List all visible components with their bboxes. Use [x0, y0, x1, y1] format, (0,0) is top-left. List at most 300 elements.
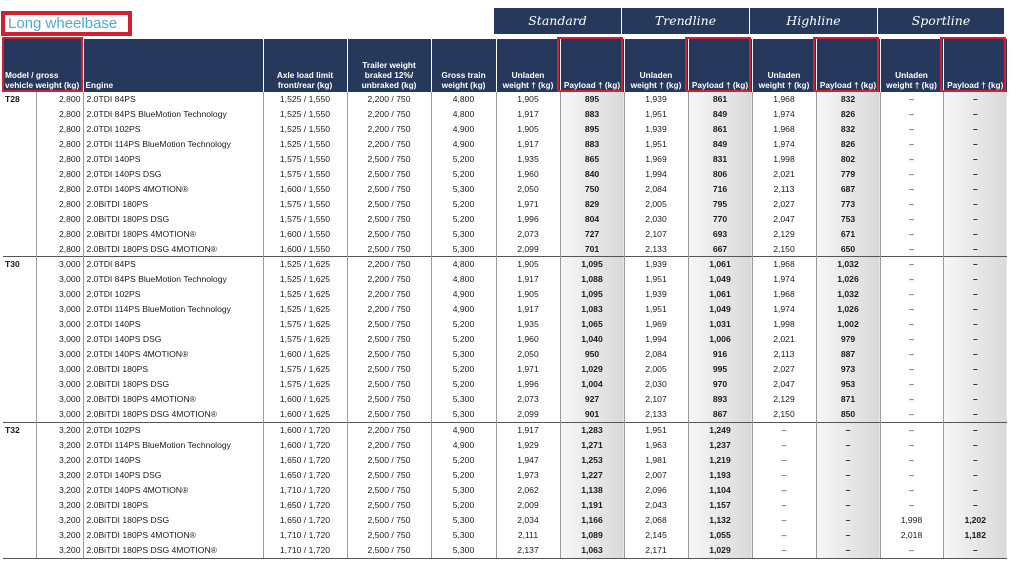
cell-axle-load: 1,525 / 1,550	[263, 107, 347, 122]
cell-trendline-payload: 1,049	[688, 302, 752, 317]
cell-engine: 2.0TDI 114PS BlueMotion Technology	[83, 137, 263, 152]
cell-gross-train-weight: 5,300	[431, 543, 496, 558]
cell-gross-vehicle-weight: 3,200	[36, 543, 83, 558]
table-row	[3, 453, 1007, 468]
cell-engine: 2.0TDI 140PS 4MOTION®	[83, 347, 263, 362]
cell-highline-payload: –	[816, 528, 880, 543]
cell-highline-payload: 773	[816, 197, 880, 212]
cell-highline-payload: 973	[816, 362, 880, 377]
cell-gross-train-weight: 5,200	[431, 212, 496, 227]
cell-sportline-unladen: –	[880, 317, 943, 332]
table-row	[3, 332, 1007, 347]
cell-gross-vehicle-weight: 3,000	[36, 257, 83, 272]
header-trailer-weight: Trailer weight braked 12%/ unbraked (kg)	[347, 39, 431, 92]
cell-highline-payload: 979	[816, 332, 880, 347]
table-row	[3, 438, 1007, 453]
cell-sportline-unladen: –	[880, 167, 943, 182]
spec-table	[3, 92, 1007, 559]
cell-gross-vehicle-weight: 2,800	[36, 137, 83, 152]
cell-engine: 2.0TDI 84PS	[83, 257, 263, 272]
table-row	[3, 197, 1007, 212]
cell-highline-payload: 826	[816, 137, 880, 152]
table-row	[3, 272, 1007, 287]
cell-highline-unladen: 1,998	[752, 317, 816, 332]
cell-model-code	[3, 317, 36, 332]
table-row	[3, 377, 1007, 392]
cell-trailer-weight: 2,200 / 750	[347, 122, 431, 137]
cell-sportline-unladen: –	[880, 468, 943, 483]
cell-model-code: T28	[3, 92, 36, 107]
cell-standard-payload: 750	[560, 182, 624, 197]
table-row	[3, 107, 1007, 122]
cell-model-code	[3, 468, 36, 483]
table-row	[3, 543, 1007, 558]
cell-sportline-payload: –	[943, 197, 1007, 212]
cell-axle-load: 1,525 / 1,625	[263, 302, 347, 317]
cell-engine: 2.0TDI 140PS DSG	[83, 167, 263, 182]
cell-standard-payload: 1,138	[560, 483, 624, 498]
cell-model-code	[3, 407, 36, 422]
table-row	[3, 513, 1007, 528]
cell-trendline-payload: 849	[688, 107, 752, 122]
cell-standard-unladen: 1,917	[496, 107, 560, 122]
cell-axle-load: 1,525 / 1,625	[263, 272, 347, 287]
cell-gross-vehicle-weight: 2,800	[36, 122, 83, 137]
cell-standard-payload: 950	[560, 347, 624, 362]
cell-standard-unladen: 2,137	[496, 543, 560, 558]
cell-sportline-unladen: –	[880, 392, 943, 407]
cell-sportline-payload: –	[943, 122, 1007, 137]
cell-engine: 2.0TDI 102PS	[83, 287, 263, 302]
cell-gross-train-weight: 5,200	[431, 468, 496, 483]
cell-gross-vehicle-weight: 3,200	[36, 483, 83, 498]
cell-trendline-payload: 1,055	[688, 528, 752, 543]
cell-sportline-unladen: –	[880, 543, 943, 558]
cell-highline-unladen: 2,129	[752, 227, 816, 242]
cell-standard-payload: 1,227	[560, 468, 624, 483]
cell-engine: 2.0TDI 102PS	[83, 122, 263, 137]
cell-trailer-weight: 2,200 / 750	[347, 257, 431, 272]
cell-trendline-payload: 1,061	[688, 257, 752, 272]
cell-engine: 2.0BiTDI 180PS	[83, 362, 263, 377]
cell-trailer-weight: 2,500 / 750	[347, 227, 431, 242]
cell-trendline-payload: 893	[688, 392, 752, 407]
cell-highline-unladen: 2,150	[752, 407, 816, 422]
trim-header-highline: Highline	[750, 8, 877, 34]
cell-engine: 2.0BiTDI 180PS 4MOTION®	[83, 528, 263, 543]
cell-trendline-unladen: 1,939	[624, 257, 688, 272]
cell-axle-load: 1,575 / 1,550	[263, 212, 347, 227]
cell-highline-unladen: 1,968	[752, 122, 816, 137]
cell-trendline-unladen: 2,133	[624, 407, 688, 422]
cell-gross-train-weight: 5,300	[431, 392, 496, 407]
cell-engine: 2.0TDI 140PS 4MOTION®	[83, 182, 263, 197]
cell-highline-payload: 850	[816, 407, 880, 422]
cell-trendline-unladen: 1,951	[624, 272, 688, 287]
cell-gross-train-weight: 4,900	[431, 422, 496, 437]
cell-gross-train-weight: 4,900	[431, 302, 496, 317]
cell-trendline-unladen: 2,068	[624, 513, 688, 528]
cell-model-code	[3, 392, 36, 407]
cell-highline-payload: 832	[816, 92, 880, 107]
cell-standard-payload: 1,063	[560, 543, 624, 558]
cell-model-code	[3, 272, 36, 287]
cell-standard-payload: 1,040	[560, 332, 624, 347]
header-trendline-payload: Payload † (kg)	[688, 39, 752, 92]
cell-standard-payload: 901	[560, 407, 624, 422]
trim-header-trendline: Trendline	[622, 8, 749, 34]
cell-trailer-weight: 2,200 / 750	[347, 137, 431, 152]
cell-gross-train-weight: 4,800	[431, 257, 496, 272]
cell-highline-unladen: 2,021	[752, 167, 816, 182]
cell-trailer-weight: 2,200 / 750	[347, 287, 431, 302]
cell-sportline-unladen: –	[880, 242, 943, 257]
cell-trendline-payload: 1,249	[688, 422, 752, 437]
cell-highline-unladen: 1,974	[752, 272, 816, 287]
cell-highline-payload: 832	[816, 122, 880, 137]
cell-gross-vehicle-weight: 3,200	[36, 468, 83, 483]
cell-standard-unladen: 1,960	[496, 167, 560, 182]
cell-engine: 2.0TDI 140PS DSG	[83, 468, 263, 483]
cell-highline-payload: 953	[816, 377, 880, 392]
cell-trendline-unladen: 2,145	[624, 528, 688, 543]
cell-standard-payload: 1,089	[560, 528, 624, 543]
cell-sportline-payload: –	[943, 332, 1007, 347]
cell-gross-train-weight: 4,900	[431, 438, 496, 453]
cell-trendline-payload: 861	[688, 92, 752, 107]
cell-highline-unladen: –	[752, 498, 816, 513]
cell-standard-payload: 1,088	[560, 272, 624, 287]
cell-standard-unladen: 1,929	[496, 438, 560, 453]
cell-sportline-payload: –	[943, 377, 1007, 392]
cell-gross-train-weight: 5,200	[431, 332, 496, 347]
cell-standard-payload: 1,253	[560, 453, 624, 468]
cell-highline-unladen: 1,968	[752, 257, 816, 272]
cell-trendline-payload: 1,219	[688, 453, 752, 468]
cell-gross-vehicle-weight: 2,800	[36, 152, 83, 167]
cell-trendline-unladen: 1,994	[624, 167, 688, 182]
cell-trailer-weight: 2,500 / 750	[347, 468, 431, 483]
cell-highline-payload: –	[816, 468, 880, 483]
cell-engine: 2.0BiTDI 180PS	[83, 498, 263, 513]
cell-sportline-payload: –	[943, 317, 1007, 332]
cell-trendline-payload: 667	[688, 242, 752, 257]
cell-highline-payload: –	[816, 543, 880, 558]
cell-sportline-unladen: –	[880, 453, 943, 468]
cell-trailer-weight: 2,500 / 750	[347, 242, 431, 257]
cell-sportline-unladen: –	[880, 122, 943, 137]
cell-trendline-payload: 1,193	[688, 468, 752, 483]
cell-trailer-weight: 2,200 / 750	[347, 107, 431, 122]
cell-engine: 2.0BiTDI 180PS	[83, 197, 263, 212]
cell-model-code	[3, 137, 36, 152]
cell-sportline-payload: –	[943, 287, 1007, 302]
cell-standard-payload: 1,029	[560, 362, 624, 377]
cell-trendline-unladen: 1,981	[624, 453, 688, 468]
cell-sportline-unladen: –	[880, 107, 943, 122]
cell-axle-load: 1,525 / 1,625	[263, 287, 347, 302]
cell-standard-payload: 1,271	[560, 438, 624, 453]
header-trendline-unladen: Unladen weight † (kg)	[624, 39, 688, 92]
cell-standard-unladen: 2,062	[496, 483, 560, 498]
cell-axle-load: 1,650 / 1,720	[263, 468, 347, 483]
cell-trailer-weight: 2,500 / 750	[347, 498, 431, 513]
header-sportline-unladen: Unladen weight † (kg)	[880, 39, 943, 92]
cell-trendline-payload: 970	[688, 377, 752, 392]
cell-highline-unladen: –	[752, 468, 816, 483]
cell-gross-train-weight: 4,900	[431, 122, 496, 137]
cell-standard-unladen: 1,971	[496, 362, 560, 377]
cell-trendline-unladen: 1,969	[624, 152, 688, 167]
cell-axle-load: 1,575 / 1,625	[263, 377, 347, 392]
cell-sportline-payload: –	[943, 392, 1007, 407]
cell-trendline-unladen: 2,005	[624, 362, 688, 377]
cell-highline-unladen: 1,998	[752, 152, 816, 167]
cell-gross-train-weight: 5,300	[431, 182, 496, 197]
cell-highline-unladen: 1,974	[752, 302, 816, 317]
cell-axle-load: 1,575 / 1,550	[263, 152, 347, 167]
cell-model-code	[3, 167, 36, 182]
cell-sportline-payload: –	[943, 92, 1007, 107]
cell-sportline-unladen: –	[880, 362, 943, 377]
cell-gross-vehicle-weight: 2,800	[36, 107, 83, 122]
cell-engine: 2.0BiTDI 180PS DSG	[83, 377, 263, 392]
cell-engine: 2.0TDI 84PS BlueMotion Technology	[83, 107, 263, 122]
cell-engine: 2.0BiTDI 180PS DSG 4MOTION®	[83, 543, 263, 558]
cell-trendline-unladen: 1,963	[624, 438, 688, 453]
cell-standard-payload: 1,095	[560, 257, 624, 272]
cell-standard-unladen: 2,073	[496, 227, 560, 242]
cell-gross-train-weight: 5,200	[431, 453, 496, 468]
cell-gross-train-weight: 5,300	[431, 513, 496, 528]
cell-gross-train-weight: 5,200	[431, 498, 496, 513]
cell-engine: 2.0BiTDI 180PS DSG 4MOTION®	[83, 242, 263, 257]
cell-highline-payload: –	[816, 438, 880, 453]
cell-model-code	[3, 483, 36, 498]
cell-trailer-weight: 2,200 / 750	[347, 272, 431, 287]
cell-model-code	[3, 287, 36, 302]
cell-trendline-unladen: 1,951	[624, 137, 688, 152]
cell-gross-vehicle-weight: 3,200	[36, 438, 83, 453]
cell-sportline-unladen: –	[880, 438, 943, 453]
cell-standard-payload: 927	[560, 392, 624, 407]
cell-gross-train-weight: 4,900	[431, 287, 496, 302]
cell-highline-unladen: 2,113	[752, 182, 816, 197]
cell-gross-vehicle-weight: 3,200	[36, 453, 83, 468]
cell-standard-payload: 1,004	[560, 377, 624, 392]
cell-gross-train-weight: 4,800	[431, 107, 496, 122]
cell-sportline-unladen: –	[880, 483, 943, 498]
cell-axle-load: 1,600 / 1,625	[263, 347, 347, 362]
cell-model-code	[3, 513, 36, 528]
cell-highline-unladen: –	[752, 438, 816, 453]
header-highline-unladen: Unladen weight † (kg)	[752, 39, 816, 92]
cell-gross-vehicle-weight: 2,800	[36, 92, 83, 107]
cell-axle-load: 1,650 / 1,720	[263, 513, 347, 528]
cell-gross-train-weight: 4,900	[431, 137, 496, 152]
cell-axle-load: 1,710 / 1,720	[263, 528, 347, 543]
cell-highline-payload: 779	[816, 167, 880, 182]
cell-standard-payload: 865	[560, 152, 624, 167]
table-row	[3, 227, 1007, 242]
cell-trailer-weight: 2,500 / 750	[347, 377, 431, 392]
cell-sportline-unladen: –	[880, 227, 943, 242]
cell-gross-vehicle-weight: 3,000	[36, 377, 83, 392]
cell-trendline-payload: 1,061	[688, 287, 752, 302]
column-header-row	[3, 39, 1007, 92]
cell-engine: 2.0TDI 140PS 4MOTION®	[83, 483, 263, 498]
cell-model-code	[3, 242, 36, 257]
cell-sportline-payload: –	[943, 543, 1007, 558]
cell-gross-train-weight: 5,300	[431, 528, 496, 543]
cell-sportline-payload: –	[943, 498, 1007, 513]
cell-trailer-weight: 2,200 / 750	[347, 438, 431, 453]
cell-sportline-payload: –	[943, 302, 1007, 317]
cell-trendline-payload: 1,132	[688, 513, 752, 528]
cell-gross-train-weight: 5,200	[431, 377, 496, 392]
cell-engine: 2.0TDI 140PS DSG	[83, 332, 263, 347]
cell-gross-vehicle-weight: 2,800	[36, 242, 83, 257]
cell-engine: 2.0TDI 140PS	[83, 453, 263, 468]
cell-trailer-weight: 2,500 / 750	[347, 483, 431, 498]
cell-trendline-payload: 1,049	[688, 272, 752, 287]
cell-highline-payload: –	[816, 513, 880, 528]
cell-highline-payload: 671	[816, 227, 880, 242]
cell-trendline-unladen: 2,030	[624, 377, 688, 392]
cell-highline-payload: 1,002	[816, 317, 880, 332]
cell-sportline-payload: –	[943, 167, 1007, 182]
cell-sportline-unladen: –	[880, 422, 943, 437]
cell-sportline-unladen: 2,018	[880, 528, 943, 543]
cell-standard-payload: 1,065	[560, 317, 624, 332]
cell-trailer-weight: 2,500 / 750	[347, 317, 431, 332]
table-row	[3, 242, 1007, 257]
table-row	[3, 137, 1007, 152]
cell-trailer-weight: 2,500 / 750	[347, 197, 431, 212]
cell-standard-unladen: 1,905	[496, 287, 560, 302]
cell-sportline-payload: –	[943, 242, 1007, 257]
cell-trailer-weight: 2,200 / 750	[347, 92, 431, 107]
table-row	[3, 212, 1007, 227]
cell-trailer-weight: 2,500 / 750	[347, 212, 431, 227]
cell-standard-unladen: 1,971	[496, 197, 560, 212]
table-row	[3, 182, 1007, 197]
cell-axle-load: 1,600 / 1,720	[263, 422, 347, 437]
cell-trailer-weight: 2,500 / 750	[347, 392, 431, 407]
cell-highline-unladen: 2,129	[752, 392, 816, 407]
cell-axle-load: 1,710 / 1,720	[263, 543, 347, 558]
cell-highline-unladen: 2,021	[752, 332, 816, 347]
cell-model-code	[3, 498, 36, 513]
cell-trendline-payload: 1,104	[688, 483, 752, 498]
cell-highline-payload: 1,032	[816, 287, 880, 302]
table-row	[3, 483, 1007, 498]
trim-header-standard: Standard	[494, 8, 621, 34]
cell-trendline-unladen: 1,951	[624, 422, 688, 437]
cell-gross-vehicle-weight: 3,200	[36, 513, 83, 528]
table-row	[3, 317, 1007, 332]
cell-standard-payload: 727	[560, 227, 624, 242]
cell-gross-train-weight: 5,300	[431, 227, 496, 242]
cell-sportline-payload: –	[943, 257, 1007, 272]
cell-trendline-payload: 806	[688, 167, 752, 182]
cell-standard-unladen: 1,905	[496, 122, 560, 137]
cell-sportline-payload: –	[943, 483, 1007, 498]
cell-highline-payload: –	[816, 422, 880, 437]
cell-standard-payload: 1,191	[560, 498, 624, 513]
cell-highline-payload: 687	[816, 182, 880, 197]
cell-trendline-unladen: 2,096	[624, 483, 688, 498]
cell-axle-load: 1,525 / 1,550	[263, 122, 347, 137]
cell-trendline-unladen: 2,005	[624, 197, 688, 212]
cell-standard-payload: 840	[560, 167, 624, 182]
cell-gross-train-weight: 5,200	[431, 167, 496, 182]
cell-standard-payload: 1,083	[560, 302, 624, 317]
cell-sportline-payload: 1,202	[943, 513, 1007, 528]
cell-highline-unladen: 1,974	[752, 107, 816, 122]
cell-sportline-unladen: –	[880, 498, 943, 513]
cell-trendline-payload: 1,031	[688, 317, 752, 332]
header-standard-unladen: Unladen weight † (kg)	[496, 39, 560, 92]
cell-sportline-payload: –	[943, 227, 1007, 242]
cell-model-code	[3, 362, 36, 377]
cell-gross-vehicle-weight: 3,000	[36, 392, 83, 407]
cell-gross-train-weight: 4,800	[431, 92, 496, 107]
cell-trendline-unladen: 2,107	[624, 392, 688, 407]
cell-highline-unladen: –	[752, 543, 816, 558]
cell-highline-unladen: 1,968	[752, 287, 816, 302]
header-standard-payload: Payload † (kg)	[560, 39, 624, 92]
cell-standard-payload: 829	[560, 197, 624, 212]
cell-engine: 2.0BiTDI 180PS DSG	[83, 513, 263, 528]
cell-gross-vehicle-weight: 2,800	[36, 182, 83, 197]
cell-axle-load: 1,600 / 1,625	[263, 407, 347, 422]
cell-trailer-weight: 2,200 / 750	[347, 422, 431, 437]
header-model: Model / gross vehicle weight (kg)	[3, 39, 83, 92]
cell-standard-unladen: 1,917	[496, 302, 560, 317]
table-row	[3, 287, 1007, 302]
cell-standard-unladen: 1,935	[496, 317, 560, 332]
header-highline-payload: Payload † (kg)	[816, 39, 880, 92]
cell-highline-unladen: 2,027	[752, 197, 816, 212]
cell-gross-vehicle-weight: 3,000	[36, 332, 83, 347]
cell-sportline-unladen: 1,998	[880, 513, 943, 528]
cell-standard-unladen: 1,917	[496, 272, 560, 287]
cell-trailer-weight: 2,500 / 750	[347, 362, 431, 377]
cell-sportline-unladen: –	[880, 182, 943, 197]
table-row	[3, 92, 1007, 107]
cell-standard-unladen: 2,009	[496, 498, 560, 513]
cell-model-code	[3, 227, 36, 242]
cell-gross-vehicle-weight: 3,000	[36, 317, 83, 332]
cell-axle-load: 1,600 / 1,550	[263, 227, 347, 242]
cell-engine: 2.0BiTDI 180PS DSG	[83, 212, 263, 227]
cell-standard-payload: 883	[560, 107, 624, 122]
cell-trendline-unladen: 1,939	[624, 92, 688, 107]
table-row	[3, 422, 1007, 437]
cell-model-code	[3, 332, 36, 347]
cell-trendline-unladen: 2,107	[624, 227, 688, 242]
cell-engine: 2.0TDI 114PS BlueMotion Technology	[83, 438, 263, 453]
cell-trailer-weight: 2,500 / 750	[347, 513, 431, 528]
cell-highline-unladen: –	[752, 483, 816, 498]
cell-model-code: T32	[3, 422, 36, 437]
cell-sportline-unladen: –	[880, 152, 943, 167]
cell-model-code	[3, 453, 36, 468]
header-engine: Engine	[83, 39, 263, 92]
cell-trendline-unladen: 1,951	[624, 107, 688, 122]
cell-engine: 2.0TDI 140PS	[83, 317, 263, 332]
